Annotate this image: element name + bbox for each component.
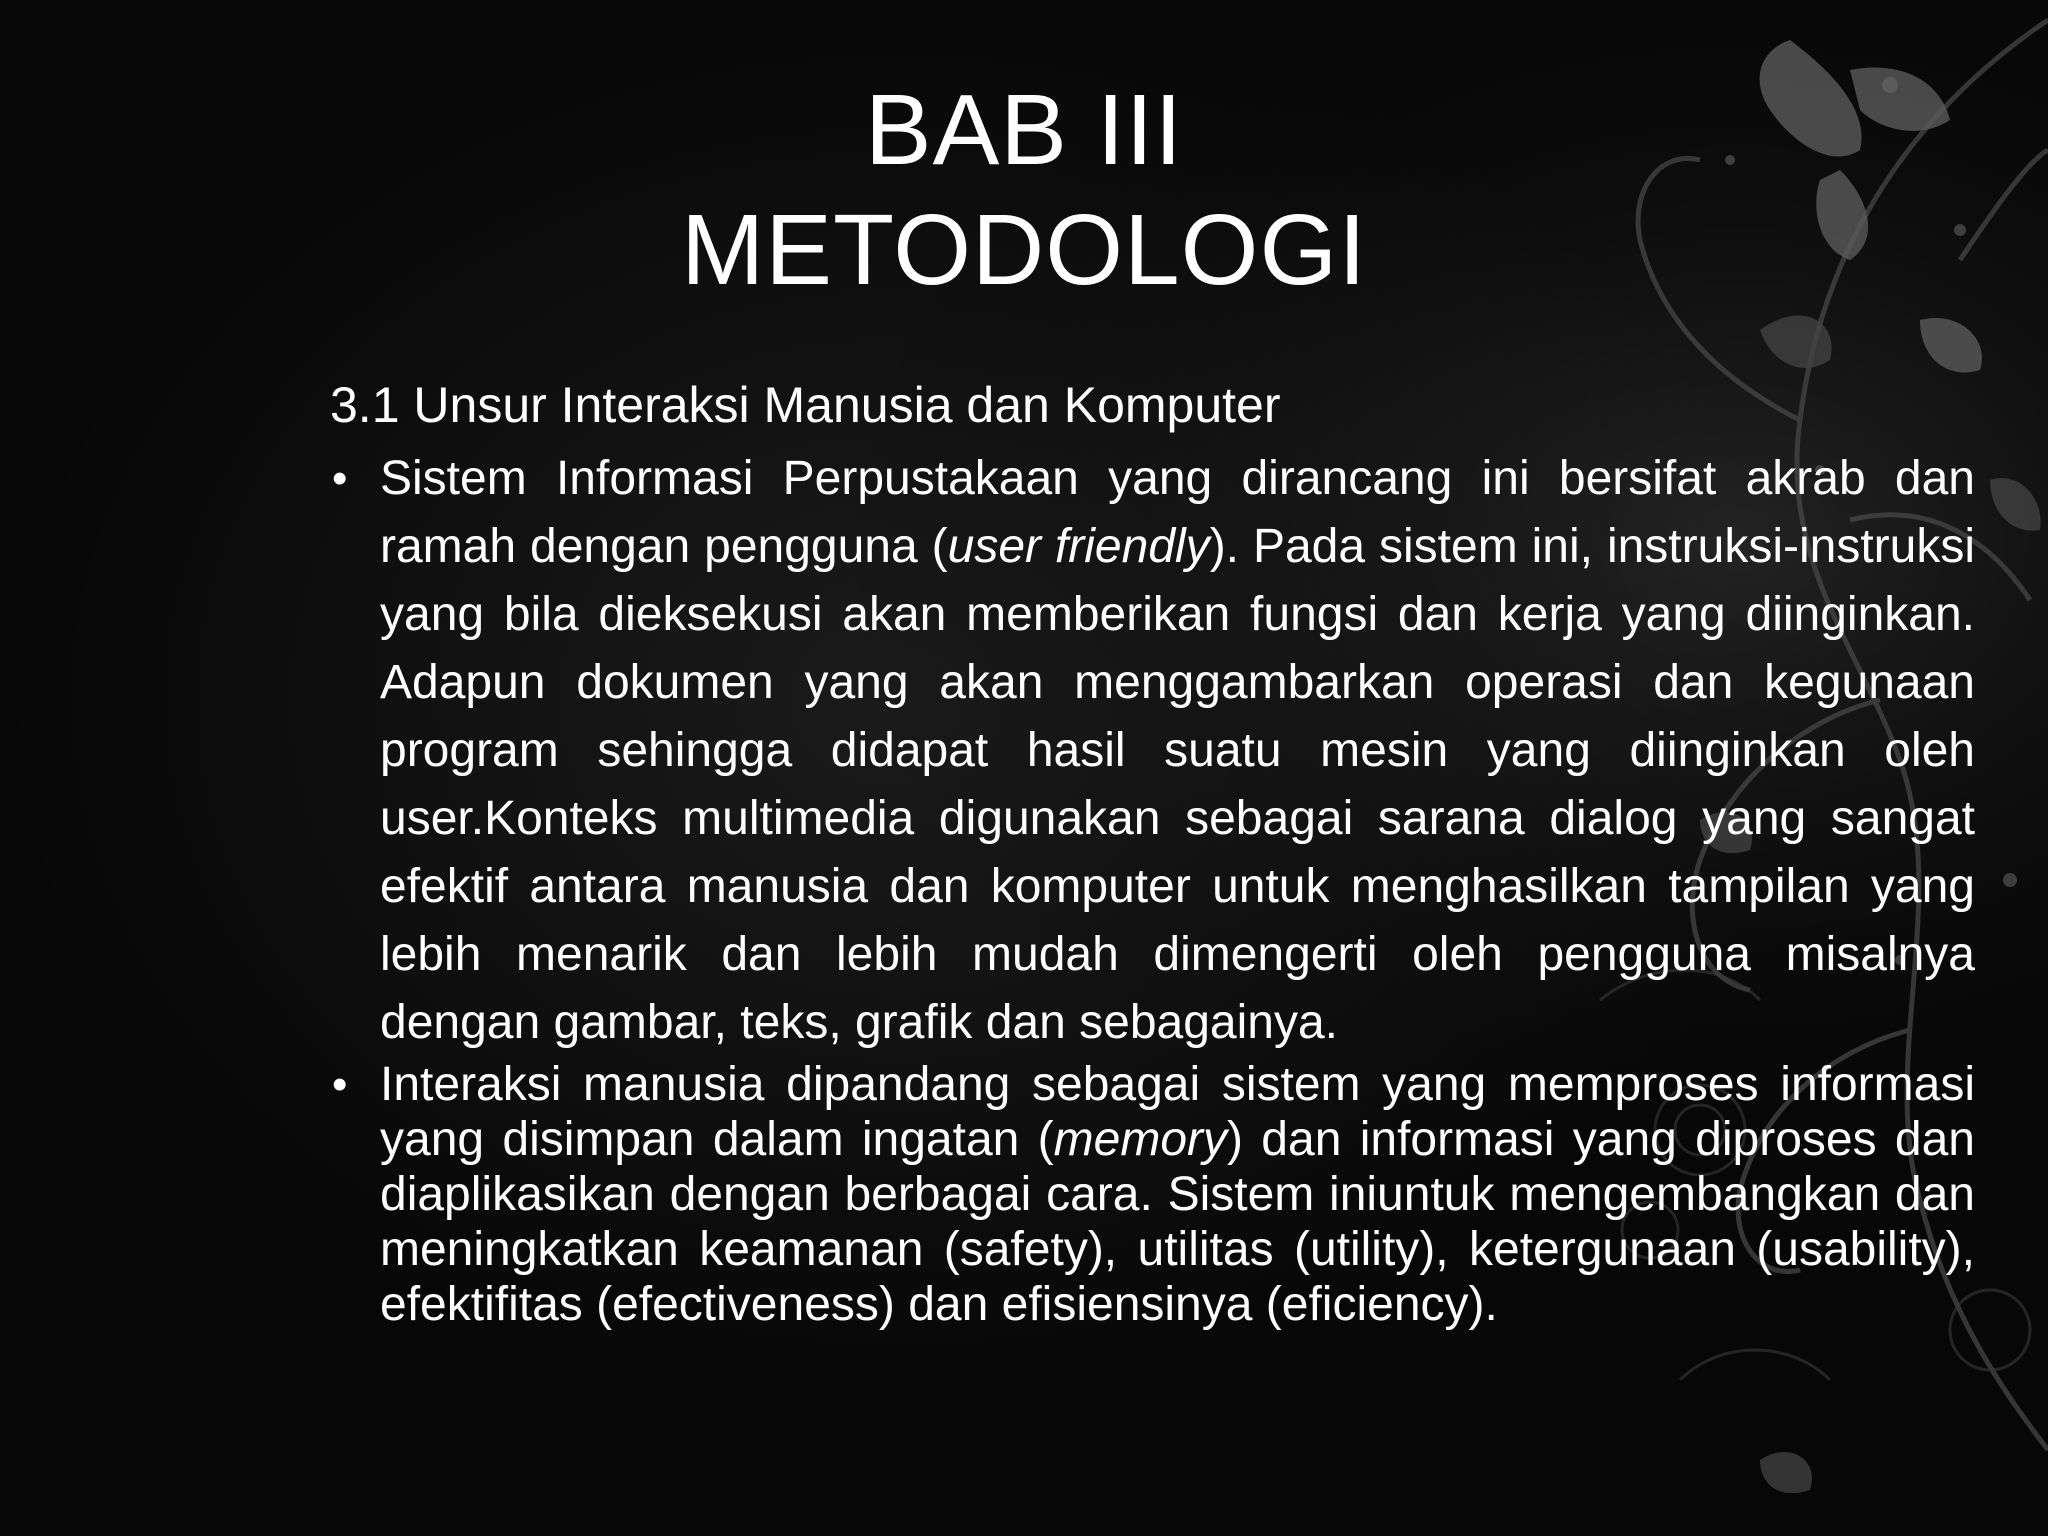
bullet-1-text-start: Sistem Informasi Perpustakaan yang dirancang ini bersifat akrab dan ramah dengan pengguna ( [380, 452, 1975, 573]
section-heading: 3.1 Unsur Interaksi Manusia dan Komputer [330, 377, 1281, 433]
bullet-point-icon: • [332, 454, 348, 503]
slide-content [330, 375, 1975, 1332]
bullet-2-text-end: ) dan informasi yang diproses dan diaplikasikan dengan berbagai cara. Sistem iniuntuk mengembangkan dan meningkatkan keamanan (safety), utilitas (utility), ketergunaan (usability), efektifitas (efectiveness) dan efisiensinya (eficiency). [380, 1113, 1975, 1331]
bullet-item-system-description [330, 445, 1975, 1057]
bullet-2-italic-term: memory [1053, 1113, 1227, 1166]
title-line-chapter: BAB III [864, 74, 1184, 186]
bullet-1-text-end: ). Pada sistem ini, instruksi-instruksi yang bila dieksekusi akan memberikan fungsi dan kerja yang diinginkan. Adapun dokumen yang akan menggambarkan operasi dan kegunaan program sehingga didapat hasil suatu mesin yang diinginkan oleh user.Konteks multimedia digunakan sebagai sarana dialog yang sangat efektif antara manusia dan komputer untuk menghasilkan tampilan yang lebih menarik dan lebih mudah dimengerti oleh pengguna misalnya dengan gambar, teks, grafik dan sebagainya. [380, 520, 1975, 1049]
bullet-point-icon: • [332, 1060, 348, 1109]
slide-title [0, 70, 2048, 310]
bullet-list [330, 445, 1975, 1332]
title-line-topic: METODOLOGI [680, 194, 1368, 306]
bullet-item-human-interaction [330, 1057, 1975, 1332]
bullet-1-italic-term: user friendly [947, 520, 1210, 573]
bullet-2-text-start: Interaksi manusia dipandang sebagai sistem yang memproses informasi yang disimpan dalam ingatan ( [380, 1058, 1975, 1166]
